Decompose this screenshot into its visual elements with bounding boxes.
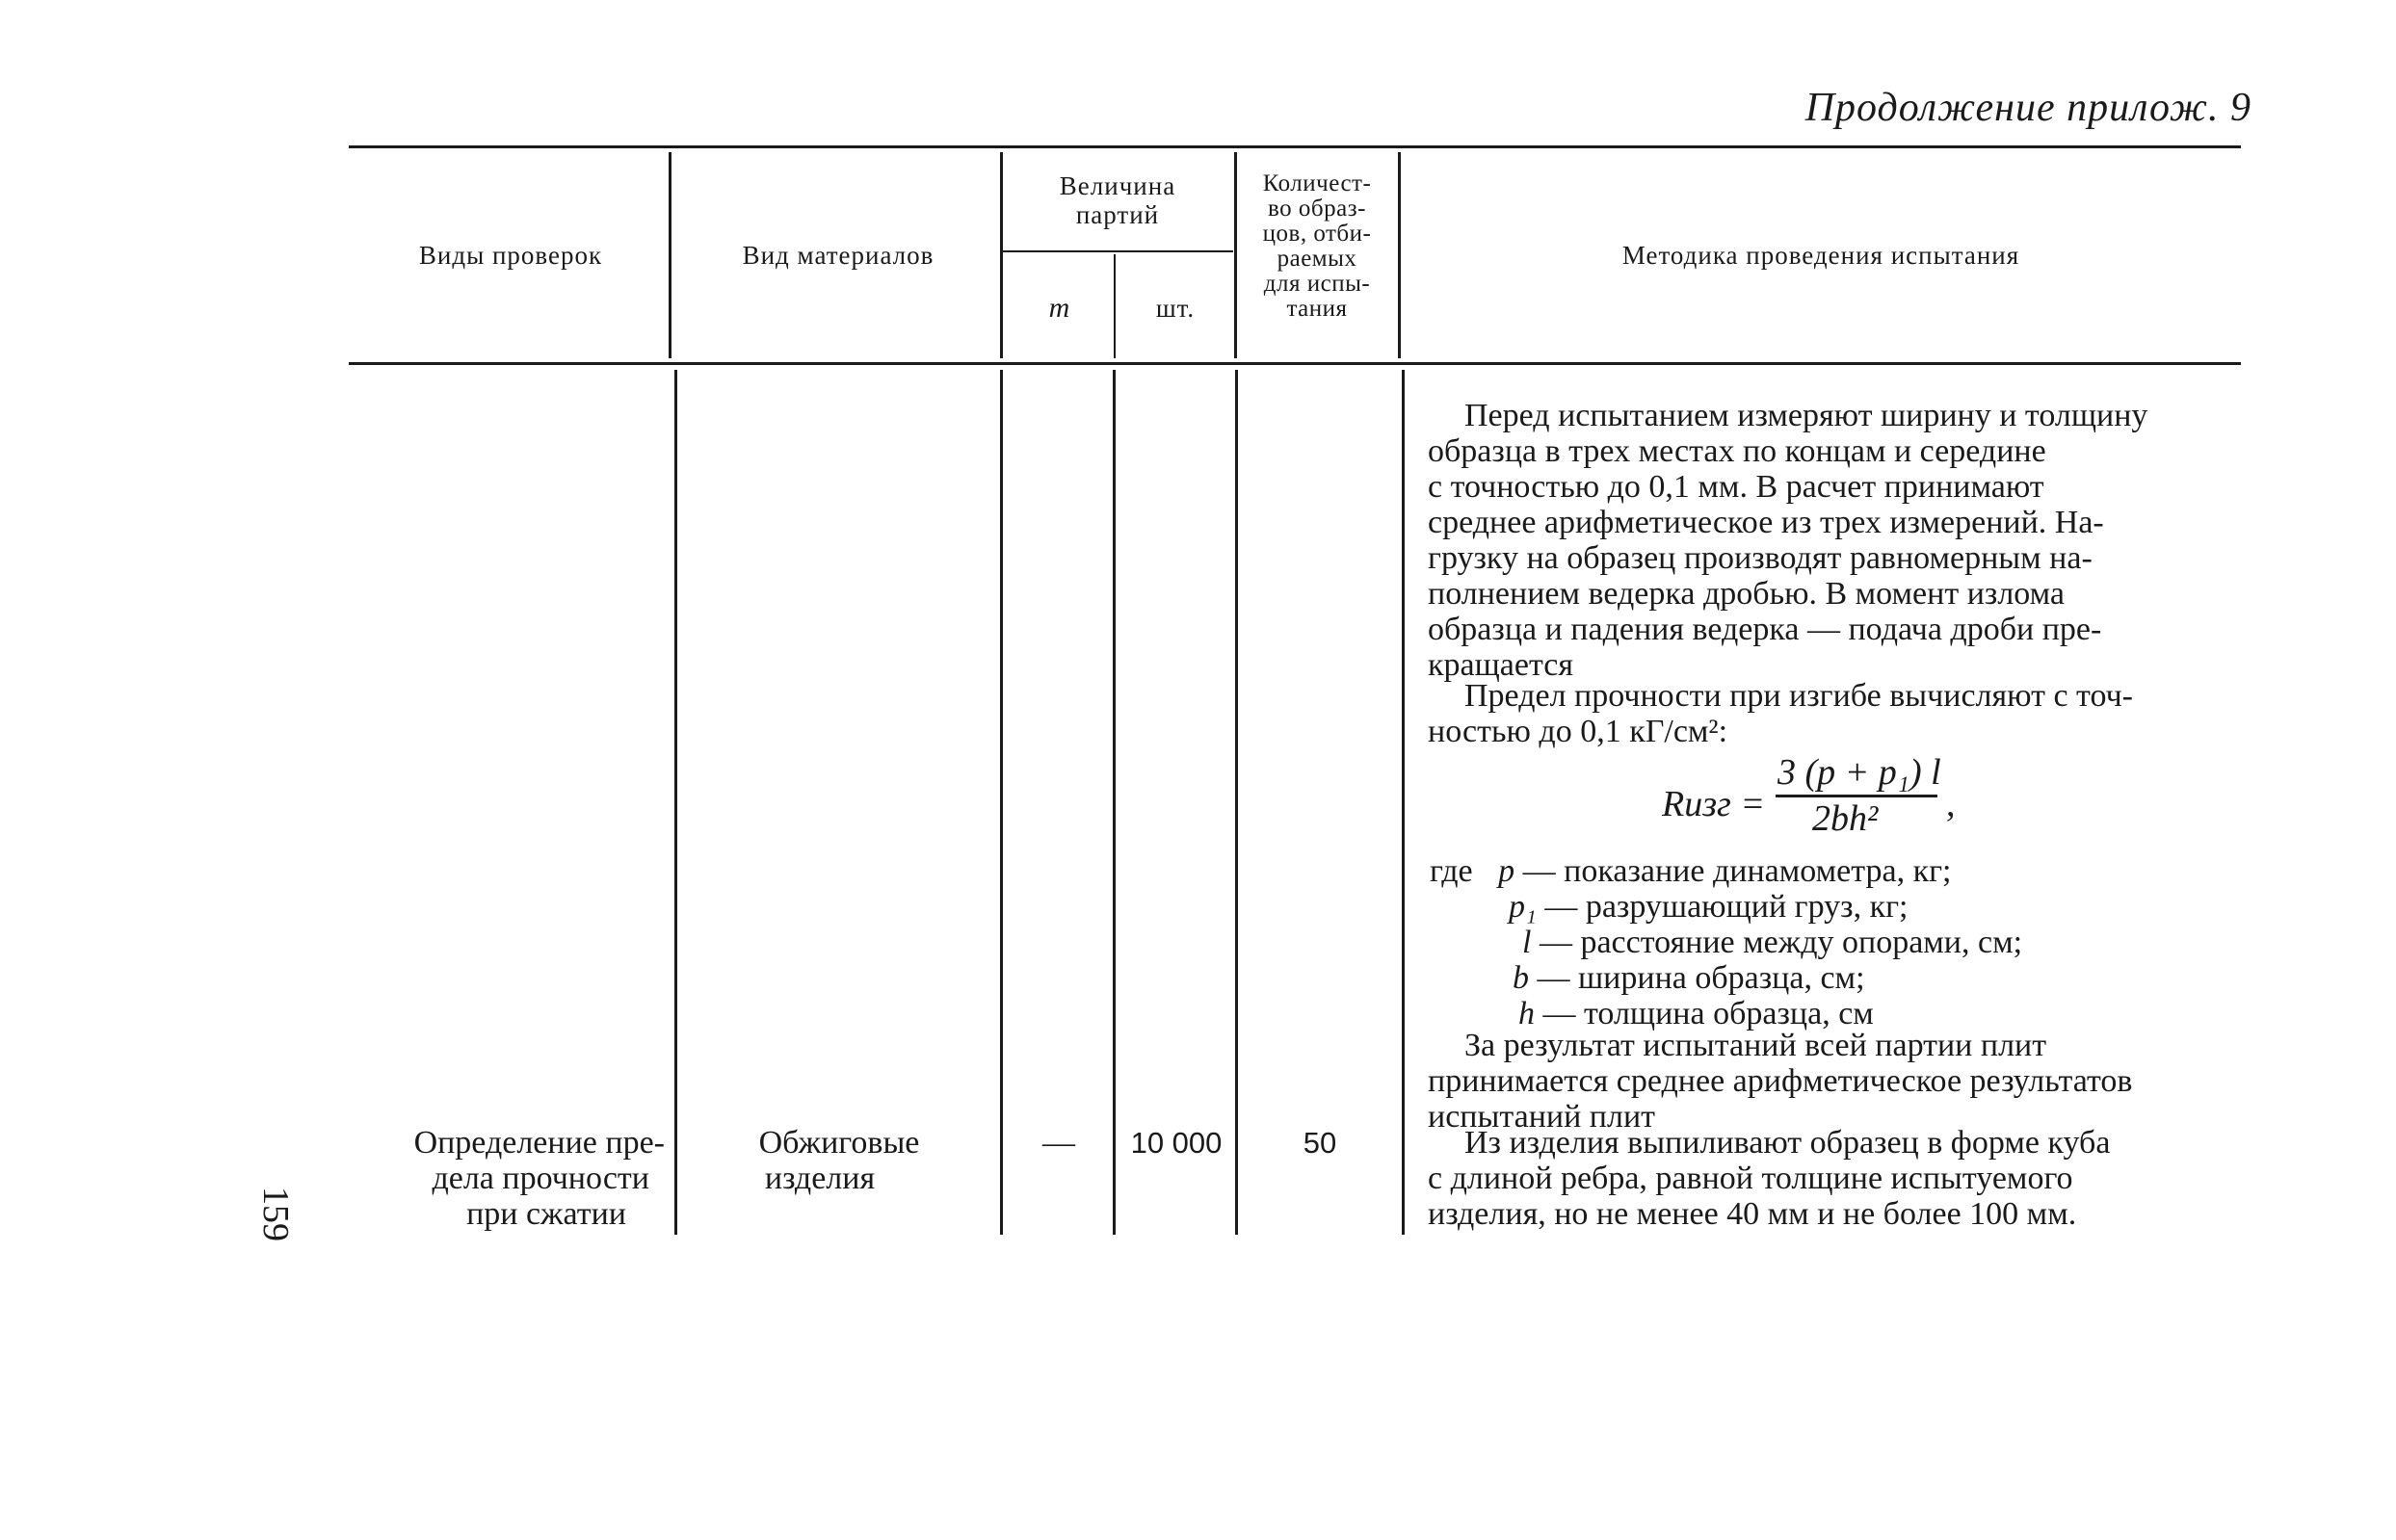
header-unit-m: m	[1048, 292, 1071, 324]
header-check-types: Виды проверок	[418, 241, 603, 270]
definition-lead: где	[1430, 853, 1473, 889]
header-col-divider-2	[1000, 152, 1003, 358]
definition-symbol-p: p	[1498, 853, 1515, 889]
method-p2-line1: Предел прочности при изгибе вычисляют с точ-	[1464, 678, 2133, 714]
method-p1-line5: грузку на образец производят равномерным на-	[1428, 540, 2093, 576]
material-line2: изделия	[764, 1161, 876, 1196]
header-method: Методика проведения испытания	[1621, 241, 2020, 270]
definition-symbol-h: h	[1518, 996, 1535, 1031]
definition-text-b: — ширина образца, см;	[1537, 960, 1865, 996]
body-col-divider-3	[1113, 370, 1116, 1235]
header-sample-line3: цов, отби-	[1262, 221, 1372, 247]
method-p1-line8: кращается	[1428, 647, 1573, 683]
result-line2: принимается среднее арифметическое результатов	[1428, 1063, 2133, 1099]
row-check-type	[347, 1125, 665, 1232]
row-m-value: —	[1042, 1125, 1075, 1161]
row-sample-count: 50	[1303, 1126, 1337, 1160]
header-col-divider-5	[1398, 152, 1401, 358]
compression-line1: Из изделия выпиливают образец в форме куба	[1464, 1125, 2111, 1161]
formula-lhs: Rизг =	[1662, 784, 1766, 824]
definition-row-b	[1430, 960, 2022, 996]
method-p1-line6: полнением ведерка дробью. В момент излома	[1428, 576, 2066, 612]
method-paragraph-1	[1428, 398, 2266, 683]
header-bottom-rule	[349, 362, 2241, 365]
header-sample-line5: для испы-	[1263, 271, 1371, 297]
compression-line2: с длиной ребра, равной толщине испытуемого	[1428, 1161, 2073, 1196]
table-top-rule	[349, 145, 2241, 148]
definition-text-p1: — разрушающий груз, кг;	[1544, 889, 1909, 925]
definition-row-p	[1430, 853, 2022, 889]
row-pcs-value: 10 000	[1130, 1126, 1223, 1160]
definition-row-p1	[1430, 889, 2022, 925]
formula-comma: ,	[1946, 784, 1956, 824]
definition-row-h	[1430, 996, 2022, 1031]
method-p2-line2: ностью до 0,1 кГ/см²:	[1428, 714, 1728, 749]
result-line1: За результат испытаний всей партии плит	[1464, 1028, 2047, 1063]
definition-symbol-b: b	[1513, 960, 1529, 996]
method-p1-line1: Перед испытанием измеряют ширину и толщину	[1464, 398, 2148, 433]
header-col-divider-1	[669, 152, 671, 358]
definition-row-l	[1430, 925, 2022, 960]
definition-text-p: — показание динамометра, кг;	[1522, 853, 1952, 889]
running-head: Продолжение прилож. 9	[1804, 86, 2251, 130]
header-col-divider-3	[1114, 254, 1116, 358]
method-p1-line3: с точностью до 0,1 мм. В расчет принимают	[1428, 469, 2044, 505]
page-number: 159	[255, 1187, 296, 1241]
header-material-type: Вид материалов	[742, 241, 935, 270]
check-type-line3: при сжатии	[466, 1196, 626, 1232]
batch-subheader-rule	[1002, 250, 1233, 252]
check-type-line1: Определение пре-	[413, 1125, 665, 1161]
body-col-divider-5	[1402, 370, 1405, 1235]
header-sample-line4: раемых	[1277, 246, 1357, 272]
header-batch-size-line1: Величина	[1059, 171, 1176, 200]
header-sample-count	[1239, 171, 1395, 322]
header-unit-pcs: шт.	[1155, 294, 1196, 323]
definition-symbol-p1: p₁	[1509, 889, 1537, 925]
result-line3: испытаний плит	[1428, 1099, 1655, 1135]
body-col-divider-1	[674, 370, 677, 1235]
body-col-divider-4	[1235, 370, 1238, 1235]
header-col-divider-4	[1234, 152, 1237, 358]
method-paragraph-2	[1428, 678, 2266, 749]
variable-definitions	[1430, 853, 2022, 1031]
check-type-line2: дела прочности	[432, 1161, 649, 1196]
header-sample-line6: тания	[1286, 296, 1348, 322]
formula-numerator: 3 (p + p₁) l	[1777, 752, 1941, 793]
compression-line3: изделия, но не менее 40 мм и не более 100 мм.	[1428, 1196, 2077, 1232]
header-batch-size	[1007, 171, 1228, 229]
method-result-paragraph	[1428, 1028, 2266, 1135]
header-sample-line2: во образ-	[1268, 196, 1366, 222]
method-p1-line7: образца и падения ведерка — подача дроби пре-	[1428, 612, 2102, 647]
header-sample-line1: Количест-	[1262, 170, 1372, 196]
body-col-divider-2	[1000, 370, 1003, 1235]
method-p1-line2: образца в трех местах по концам и середине	[1428, 433, 2046, 469]
definition-text-h: — толщина образца, см	[1542, 996, 1874, 1031]
material-line1: Обжиговые	[758, 1125, 920, 1161]
method-p1-line4: среднее арифметическое из трех измерений. На-	[1428, 505, 2104, 540]
definition-text-l: — расстояние между опорами, см;	[1539, 925, 2023, 960]
header-batch-size-line2: партий	[1075, 200, 1160, 229]
definition-symbol-l: l	[1522, 925, 1532, 960]
method-compression-paragraph	[1428, 1125, 2266, 1232]
row-material	[680, 1125, 998, 1196]
formula-denominator: 2bh²	[1812, 798, 1879, 839]
